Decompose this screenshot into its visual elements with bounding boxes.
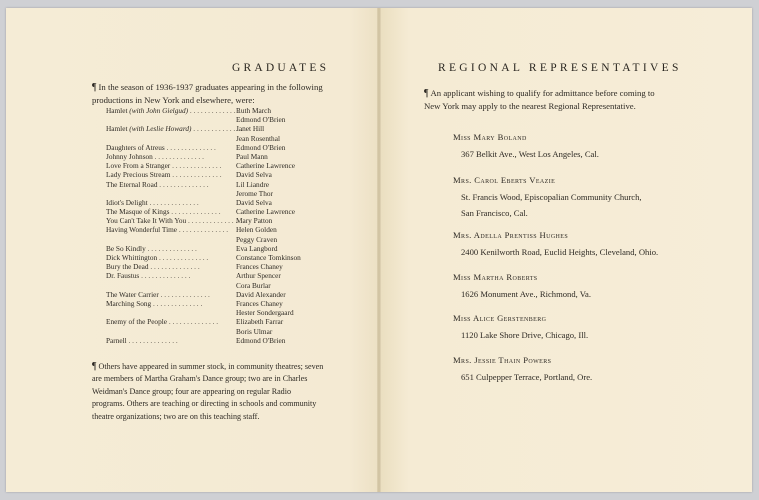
representative-entry (453, 132, 599, 159)
production-row (106, 290, 346, 299)
production-title (106, 161, 231, 170)
production-row (106, 198, 346, 207)
representative-name: Mrs. Carol Eberts Veazie (453, 175, 556, 185)
representative-entry (453, 175, 642, 218)
leader-dots: . . . . . . . . . . . . . . (139, 271, 191, 281)
cast-member: Elizabeth Farrar (236, 317, 284, 327)
cast-member: Jean Rosenthal (236, 133, 280, 143)
production-row (106, 180, 346, 189)
play-name: Bury the Dead (106, 262, 149, 272)
play-name: Marching Song (106, 298, 152, 308)
leader-dots: . . . . . . . . . . . . . . (158, 289, 210, 299)
representative-entry (453, 272, 591, 299)
leader-dots: . . . . . . . . . . . . . . (148, 262, 200, 272)
production-row (106, 235, 346, 244)
production-row (106, 115, 346, 124)
production-title (106, 207, 231, 216)
production-title (106, 317, 231, 326)
cast-member: Frances Chaney (236, 262, 283, 272)
play-name: Idiot's Delight (106, 197, 148, 207)
play-name: The Water Carrier (106, 289, 159, 299)
cast-member: Cora Burlar (236, 280, 271, 290)
cast-member: Edmond O'Brien (236, 335, 286, 345)
production-title (106, 225, 231, 234)
graduates-closing-text: Others have appeared in summer stock, in community theatres; seven are members of Martha Graham's Dance group; two are in Charles Weidman's Dance group; four are appearing on regular Radio programs. Others are teaching or directing in schools and community theatre organizations; two are on this teaching staff. (92, 362, 324, 421)
leader-dots: . . . . . . . . . . . . . . (167, 317, 219, 327)
production-title (106, 290, 231, 299)
pilcrow-icon: ¶ (92, 82, 97, 93)
cast-member: Helen Golden (236, 225, 277, 235)
cast-member: Edmond O'Brien (236, 115, 286, 125)
play-name: The Eternal Road (106, 179, 158, 189)
regional-representatives-heading: REGIONAL REPRESENTATIVES (438, 62, 682, 74)
production-row (106, 336, 346, 345)
production-row (106, 271, 346, 280)
representative-address: 651 Culpepper Terrace, Portland, Ore. (461, 372, 593, 382)
production-row (106, 317, 346, 326)
production-row (106, 170, 346, 179)
play-name: Lady Precious Stream (106, 170, 171, 180)
production-title (106, 336, 231, 345)
leader-dots: . . . . . . . . . . . . . . (126, 335, 178, 345)
representative-name: Miss Mary Boland (453, 132, 527, 142)
cast-member: Eva Langbord (236, 243, 278, 253)
representative-entry (453, 230, 658, 257)
cast-member: Mary Patton (236, 216, 273, 226)
leader-dots: . . . . . . . . . . . . . . (147, 197, 199, 207)
leader-dots: . . . . . . . . . . . . . . (177, 225, 229, 235)
production-title (106, 244, 231, 253)
leader-dots: . . . . . . . . . . . . . . (157, 179, 209, 189)
leader-dots: . . . . . . . . . . . . . . (145, 243, 197, 253)
play-name: Enemy of the People (106, 317, 167, 327)
cast-member: Ruth March (236, 106, 272, 115)
representative-address: 1626 Monument Ave., Richmond, Va. (461, 289, 592, 299)
leader-dots: . . . . . . . . . . . . . . (191, 124, 243, 134)
cast-member: Catherine Lawrence (236, 161, 295, 171)
production-title (106, 253, 231, 262)
representative-name: Mrs. Jessie Thain Powers (453, 355, 552, 365)
play-name: Be So Kindly (106, 243, 146, 253)
play-name: You Can't Take It With You (106, 216, 187, 226)
production-row (106, 207, 346, 216)
leader-dots: . . . . . . . . . . . . . . (186, 216, 238, 226)
leader-dots: . . . . . . . . . . . . . . (164, 142, 216, 152)
leader-dots: . . . . . . . . . . . . . . (169, 207, 221, 217)
production-title (106, 170, 231, 179)
production-row (106, 244, 346, 253)
cast-member: Boris Ulmar (236, 326, 273, 336)
representative-address: 1120 Lake Shore Drive, Chicago, Ill. (461, 330, 589, 340)
production-row (106, 262, 346, 271)
production-row (106, 327, 346, 336)
productions-list (106, 106, 346, 345)
production-title (106, 198, 231, 207)
leader-dots: . . . . . . . . . . . . . . (151, 298, 203, 308)
production-title (106, 143, 231, 152)
cast-member: David Selva (236, 197, 272, 207)
production-title (106, 271, 231, 280)
cast-member: Frances Chaney (236, 298, 283, 308)
production-row (106, 253, 346, 262)
play-name: Love From a Stranger (106, 161, 171, 171)
play-name: Johnny Johnson (106, 151, 153, 161)
leader-dots: . . . . . . . . . . . . . . (170, 170, 222, 180)
play-name: Dr. Faustus (106, 271, 140, 281)
production-row (106, 216, 346, 225)
representative-name: Miss Martha Roberts (453, 272, 538, 282)
cast-member: Arthur Spencer (236, 271, 281, 281)
graduates-intro (92, 81, 324, 107)
production-row (106, 281, 346, 290)
production-row (106, 225, 346, 234)
production-title (106, 216, 238, 226)
cast-member: David Alexander (236, 289, 286, 299)
play-name: The Masque of Kings (106, 207, 170, 217)
cast-member: Hester Sondergaard (236, 308, 294, 318)
graduates-closing (92, 361, 324, 423)
production-title (106, 180, 231, 189)
representative-name: Mrs. Adella Prentiss Hughes (453, 230, 569, 240)
production-row (106, 299, 346, 308)
play-note: (with Leslie Howard) (127, 124, 192, 134)
representative-name: Miss Alice Gerstenberg (453, 313, 547, 323)
leader-dots: . . . . . . . . . . . . . . (157, 253, 209, 262)
cast-member: Catherine Lawrence (236, 207, 295, 217)
cast-member: David Selva (236, 170, 272, 180)
production-row (106, 106, 346, 115)
representative-address: St. Francis Wood, Episcopalian Community Church, (461, 192, 642, 202)
play-name: Having Wonderful Time (106, 225, 178, 235)
leader-dots: . . . . . . . . . . . . . . (170, 161, 222, 171)
production-row (106, 308, 346, 317)
production-row (106, 152, 346, 161)
play-name: Parnell (106, 335, 127, 345)
production-row (106, 189, 346, 198)
production-title (106, 106, 240, 115)
representative-address: San Francisco, Cal. (461, 208, 528, 218)
cast-member: Constance Tomkinson (236, 253, 301, 262)
production-title (106, 124, 243, 134)
play-name: Dick Whittington (106, 253, 158, 262)
cast-member: Janet Hill (236, 124, 265, 134)
production-row (106, 161, 346, 170)
leader-dots: . . . . . . . . . . . . . . (188, 106, 240, 115)
production-title (106, 262, 231, 271)
leader-dots: . . . . . . . . . . . . . . (152, 151, 204, 161)
graduates-heading: GRADUATES (232, 62, 330, 74)
graduates-intro-text: In the season of 1936-1937 graduates appearing in the following productions in New York and elsewhere, were: (92, 82, 323, 106)
production-title (106, 152, 231, 161)
cast-member: Lil Liandre (236, 179, 270, 189)
representative-entry (453, 313, 588, 340)
play-name: Hamlet (106, 106, 128, 115)
cast-member: Paul Mann (236, 151, 268, 161)
representatives-intro-text: An applicant wishing to qualify for admittance before coming to New York may apply to the nearest Regional Representative. (424, 88, 655, 112)
production-row (106, 134, 346, 143)
cast-member: Peggy Craven (236, 234, 278, 244)
representative-entry (453, 355, 592, 382)
pilcrow-icon: ¶ (92, 361, 97, 372)
representative-address: 2400 Kenilworth Road, Euclid Heights, Cleveland, Ohio. (461, 247, 659, 257)
play-name: Hamlet (106, 124, 128, 134)
production-row (106, 124, 346, 133)
production-title (106, 299, 231, 308)
page-gutter (377, 8, 381, 492)
representative-address: 367 Belkit Ave., West Los Angeles, Cal. (461, 149, 599, 159)
cast-member: Jerome Thor (236, 188, 273, 198)
representatives-intro (424, 87, 662, 113)
pilcrow-icon: ¶ (424, 88, 429, 99)
play-name: Daughters of Atreus (106, 142, 165, 152)
production-row (106, 143, 346, 152)
play-note: (with John Gielgud) (127, 106, 189, 115)
cast-member: Edmond O'Brien (236, 142, 286, 152)
